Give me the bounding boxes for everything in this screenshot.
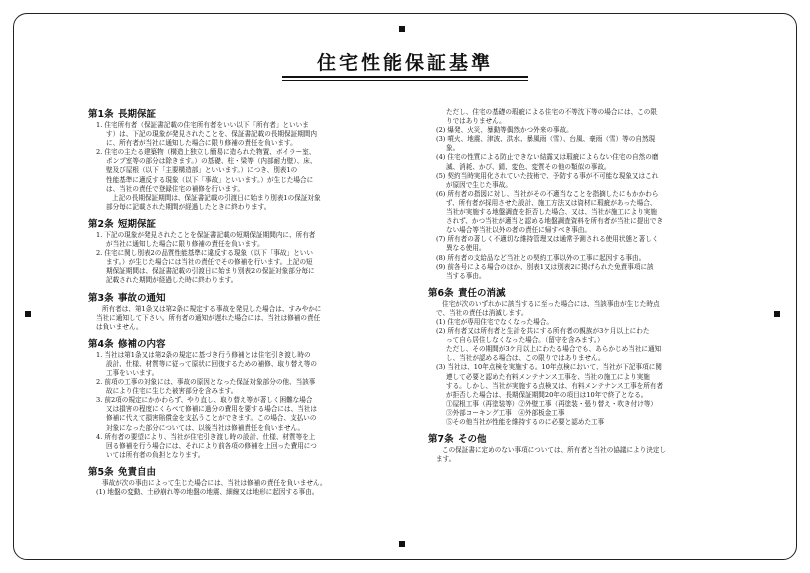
article-line: 性能基準に適反する現象（以下「事故」といいます。）が生じた場合に [106,175,314,184]
document-title: 住宅性能保証基準 [316,52,493,74]
article-line: ③外部コーキング工事 ④外部板金工事 [446,408,565,417]
article-line: ます。 [436,455,456,464]
article-heading [88,466,388,479]
article-line: が拒否した場合は、長期保証期間20年の項目は10年で終了となる。 [446,390,648,399]
article-line: (2) 所有者又は所有者と生計を共にする所有者の親族が3ケ月以上にわた [436,327,650,336]
article-number: 第2条 [88,218,114,230]
article-line: されず、かつ当社が適当と認める地盤調査資料を所有者が当社に提出でき [446,217,664,226]
article-line: って自ら居住しなくなった場合。（留守を含みます。） [446,336,604,345]
article-line: 回る修補を行う場合には、それにより前各項の修補を上回った費用につ [106,441,317,450]
article-line: 工事をいいます。 [106,368,159,377]
registration-mark-left [25,311,31,317]
article-line: (6) 所有者の指図に対し、当社がその不適当なことを指摘したにもかかわら [436,189,659,198]
article-line: (5) 契約当時実用化されていた技術で、予防する事が不可能な現象又はこれ [436,171,659,180]
article-line: で、当社の責任は消滅します。 [436,308,528,317]
article-line: 壁及び屋根（以下「主要構造部」といいます。）につき、別表1の [106,166,298,175]
article-number: 第3条 [88,292,114,304]
article-line: 異なる使用。 [446,244,486,253]
article-1 [88,108,388,212]
article-number: 第4条 [88,338,114,350]
article-line: 2. 前項の工事の対象には、事故の原因となった保証対象部分の他、当該事 [96,378,316,387]
article-line: 1. 下記の現象が発見されたことを保証書記載の短期保証期間内に、所有者 [96,230,316,239]
article-7 [428,433,733,464]
article-5-continued [428,108,733,281]
left-column [88,108,388,497]
article-line: 所有者は、第1条又は第2条に規定する事故を発見した場合は、すみやかに [102,304,322,313]
title-underline [282,76,528,78]
article-heading [88,292,388,305]
article-line: が原因で生じた事故。 [446,180,512,189]
article-line: する。しかし、当社が実施する点検又は、有料メンテナンス工事を所有者 [446,381,664,390]
article-line: 事故が次の事由によって生じた場合には、当社は修補の責任を負いません。 [102,478,327,487]
article-line: が当社に通知した場合に限り修補の責任を負います。 [106,240,264,249]
article-line: (3) 噴火、地震、津波、洪水、暴風雨（雪）、台風、豪雨（雪）等の自然現 [436,135,656,144]
article-title: 短期保証 [118,218,157,230]
registration-mark-top [399,26,405,32]
right-column [428,108,733,464]
article-line: ポンプ室等の部分は除きます。）の基礎、柱・梁等（内部耐力壁）、床、 [106,157,317,166]
article-6 [428,287,733,427]
article-line: 又は損害の程度にくらべて修補に過分の費用を要する場合には、当社は [106,405,317,414]
article-line: ず、所有者が採用させた設計、施工方法又は資材に瑕疵があった場合、 [446,198,657,207]
article-line: 4. 所有者の要望により、当社が住宅引き渡し時の設計、仕様、材質等を上 [96,432,316,441]
article-number: 第7条 [428,434,454,446]
article-line: いては所有者の負担となります。 [106,450,205,459]
article-line: 当社が実施する地盤調査を拒否した場合、又は、当社が施工により実施 [446,208,657,217]
article-line: は、当社の責任で登録住宅の補修を行います。 [106,184,244,193]
article-line: 当する事由。 [446,271,486,280]
article-line: 1. 住宅所有者（保証書記載の住宅所有者をいい以下「所有者」といいま [96,121,309,129]
article-line: 住宅が次のいずれかに該当するに至った場合には、当該事由が生じた時点 [442,299,660,308]
article-heading [428,287,733,300]
registration-mark-bottom [399,541,405,547]
article-3 [88,292,388,332]
article-5 [88,466,388,497]
title-underline-thin [282,80,528,81]
article-line: 設計、仕様、材質等に従って原状に回復するための補修、取り替え等の [106,359,317,368]
article-line: ①屋根工事（再塗装等）②外壁工事（再塗装・張り替え・吹き付け等） [446,399,657,408]
article-line: ない場合等当社以外の者の責任に帰すべき事由。 [446,226,591,235]
article-line: 部分毎に記載された期間が経過したときに終わります。 [106,202,271,211]
article-2 [88,218,388,286]
article-number: 第6条 [428,287,454,299]
article-line: 故により住宅に生じた被害部分を含みます。 [106,387,238,396]
article-line: 2. 住宅に関し別表2の品質性能基準に違反する現象（以下「事故」といい [96,249,313,258]
article-line: (1) 地盤の変動、土砂崩れ等の地盤の地震、細線又は地形に起因する事由。 [96,488,319,496]
article-title: 責任の消滅 [458,287,506,299]
article-heading [88,218,388,231]
article-number: 第5条 [88,466,114,478]
article-line: この保証書に定めのない事項については、所有者と当社の協議により決定し [442,446,667,455]
article-line: 期保証期間は、保証書記載の引渡日に始まり別表2の保証対象部分毎に [106,267,315,276]
article-line: 当社に通知して下さい。所有者の通知が遅れた場合には、当社は修補の責任 [96,313,321,322]
article-line: に、所有者が当社に通知した場合に限り修補の責任を負います。 [106,139,297,148]
article-line: 3. 前2項の規定にかかわらず、やり直し、取り替え等が著しく困難な場合 [96,396,313,405]
article-line: は負いません。 [96,322,143,331]
article-line: ます。）が生じた場合には当社の責任でその修補を行います。上記の短 [106,258,313,267]
article-line: (4) 住宅の性質による防止できない結露又は瑕疵によらない住宅の自然の磨 [436,153,659,162]
article-line: し、当社が認める場合は、この限りではありません。 [446,354,605,363]
article-line: (9) 前各号による場合のほか、別表1又は別表2に掲げられた免責事項に該 [436,262,654,271]
article-line: ⑤その他当社が性能を維持するのに必要と認めた工事 [446,418,605,426]
article-line: 対象になった部分については、以後当社は修補責任を負いません。 [106,423,305,432]
article-title: その他 [458,434,487,446]
article-4 [88,338,388,460]
article-title: 長期保証 [118,109,157,120]
article-line: 記載された期間が経過した時に終わります。 [106,276,238,285]
article-line: 修補に代えて損害賠償金を支払うことができます。この場合、支払いの [106,414,317,423]
article-title: 事故の通知 [118,292,166,304]
article-number: 第1条 [88,109,114,120]
article-line: (7) 所有者の著しく不適切な維持管理又は通常予測される使用状態と著しく [436,235,659,244]
article-line: (8) 所有者の支給品など当社との契約工事以外の工事に起因する事由。 [436,253,646,262]
article-line: (1) 住宅が専用住宅でなくなった場合。 [436,317,553,326]
article-heading [428,433,733,446]
article-line: (2) 爆発、火災、暴動等偶然かつ外来の事故。 [436,126,573,135]
article-title: 修補の内容 [118,338,166,350]
article-line: す）は、下記の現象が発見されたことを、保証書記載の長期保証期間内 [106,130,317,139]
article-heading [88,108,388,121]
article-line: りではありません。 [446,117,506,126]
article-title: 免責自由 [118,466,157,478]
article-line: ただし、住宅の基礎の瑕疵による住宅の不等沈下等の場合には、この限 [446,108,657,116]
article-line: 2. 住宅の主たる建築物（構造上独立し簡易に造られた物置、ボイラー室、 [96,148,316,157]
article-line: 上記の長期保証期間は、保証書記載の引渡日に始まり別表1の保証対象 [112,193,321,202]
article-heading [88,338,388,351]
article-line: 1. 当社は第1条又は第2条の規定に基づき行う修補とは住宅引き渡し時の [96,350,311,359]
article-line: 連して必要と認めた有料メンテナンス工事を、当社の施工により実施 [446,372,650,381]
registration-mark-right [774,311,780,317]
article-line: 象。 [446,144,460,153]
article-line: (3) 当社は、10年点検を実施する。10年点検において、当社が下記事項に関 [436,363,662,372]
article-line: 滅、消耗、かび、錆、変色、変質その他の類似の事故。 [446,162,611,171]
article-line: ただし、その期間が3ケ月以上にわたる場合でも、あらかじめ当社に通知 [446,345,662,354]
